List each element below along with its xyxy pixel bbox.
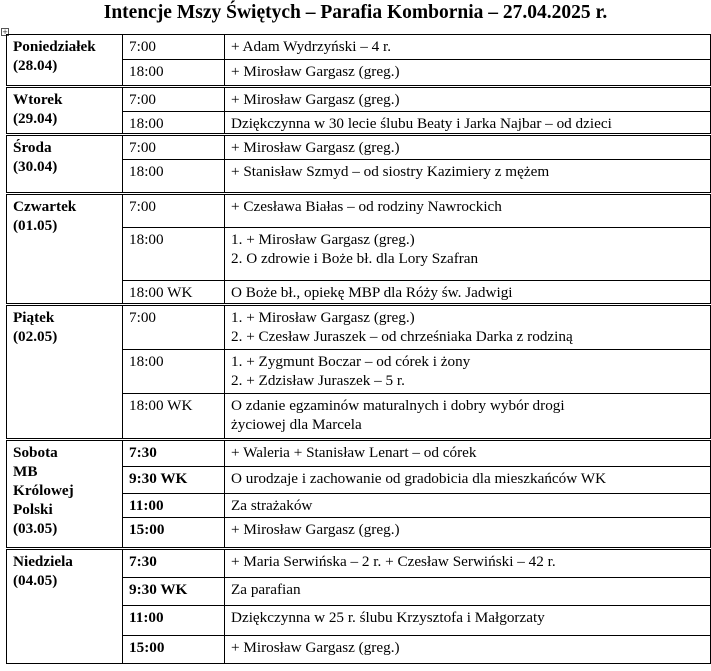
day-cell-monday — [7, 35, 123, 87]
mass-intention — [225, 440, 711, 467]
mass-time: 9:30 WK — [123, 578, 225, 606]
mass-intentions-table — [6, 34, 711, 664]
mass-intention — [225, 305, 711, 350]
day-date: (02.05) — [13, 328, 58, 345]
mass-time: 11:00 — [123, 606, 225, 636]
intention-line: 1. + Mirosław Gargasz (greg.) — [231, 231, 415, 248]
mass-time: 11:00 — [123, 494, 225, 518]
intention-line: + Mirosław Gargasz (greg.) — [231, 521, 400, 538]
day-cell-sunday — [7, 549, 123, 664]
intention-line: Dziękczynna w 25 r. ślubu Krzysztofa i Małgorzaty — [231, 609, 545, 626]
intention-line: + Mirosław Gargasz (greg.) — [231, 639, 400, 656]
intention-line: Za strażaków — [231, 497, 313, 514]
day-name: Królowej — [13, 482, 74, 499]
intention-line: + Stanisław Szmyd – od siostry Kazimiery z mężem — [231, 163, 550, 180]
mass-time: 7:00 — [123, 87, 225, 112]
mass-intention — [225, 112, 711, 135]
day-date: (29.04) — [13, 110, 58, 127]
day-cell-saturday — [7, 440, 123, 549]
mass-intention — [225, 518, 711, 549]
mass-time: 18:00 — [123, 60, 225, 87]
day-name: Czwartek — [13, 198, 77, 215]
day-name: Niedziela — [13, 553, 73, 570]
mass-time: 7:00 — [123, 35, 225, 60]
mass-intention — [225, 350, 711, 394]
mass-time: 7:30 — [123, 440, 225, 467]
day-name: Poniedziałek — [13, 38, 96, 55]
mass-time: 7:00 — [123, 135, 225, 160]
mass-time: 18:00 — [123, 228, 225, 281]
mass-time: 18:00 — [123, 160, 225, 194]
mass-intention — [225, 578, 711, 606]
mass-time: 7:30 — [123, 549, 225, 578]
intention-line: 1. + Mirosław Gargasz (greg.) — [231, 309, 415, 326]
mass-intention — [225, 228, 711, 281]
intention-line: + Mirosław Gargasz (greg.) — [231, 63, 400, 80]
mass-time: 7:00 — [123, 305, 225, 350]
day-date: (30.04) — [13, 158, 58, 175]
intention-line: życiowej dla Marcela — [231, 416, 362, 433]
mass-intention — [225, 135, 711, 160]
intention-line: 2. O zdrowie i Boże bł. dla Lory Szafran — [231, 250, 479, 267]
page-title: Intencje Mszy Świętych – Parafia Kombornia – 27.04.2025 r. — [103, 2, 608, 23]
day-cell-friday — [7, 305, 123, 440]
day-date: (28.04) — [13, 57, 58, 74]
intention-line: + Czesława Białas – od rodziny Nawrockich — [231, 198, 502, 215]
mass-intention — [225, 35, 711, 60]
mass-time: 15:00 — [123, 636, 225, 664]
mass-time: 18:00 — [123, 112, 225, 135]
mass-time: 7:00 — [123, 194, 225, 228]
mass-intention — [225, 467, 711, 494]
mass-intention — [225, 394, 711, 440]
intention-line: + Maria Serwińska – 2 r. + Czesław Serwiński – 42 r. — [231, 553, 556, 570]
mass-intention — [225, 606, 711, 636]
mass-intention — [225, 494, 711, 518]
mass-intention — [225, 549, 711, 578]
day-name: Wtorek — [13, 91, 63, 108]
day-cell-tuesday — [7, 87, 123, 135]
mass-intention — [225, 636, 711, 664]
day-date: (01.05) — [13, 217, 58, 234]
mass-intention — [225, 281, 711, 305]
day-cell-wednesday — [7, 135, 123, 194]
day-date: (04.05) — [13, 572, 58, 589]
intention-line: O zdanie egzaminów maturalnych i dobry wybór drogi — [231, 397, 565, 414]
mass-intention — [225, 194, 711, 228]
table-move-handle-icon[interactable]: + — [2, 28, 8, 36]
intention-line: 2. + Zdzisław Juraszek – 5 r. — [231, 372, 405, 389]
mass-intention — [225, 160, 711, 194]
intention-line: + Adam Wydrzyński – 4 r. — [231, 38, 392, 55]
intention-line: Dziękczynna w 30 lecie ślubu Beaty i Jarka Najbar – od dzieci — [231, 115, 612, 132]
intention-line: + Mirosław Gargasz (greg.) — [231, 91, 400, 108]
mass-time: 9:30 WK — [123, 467, 225, 494]
mass-time: 18:00 — [123, 350, 225, 394]
day-name: MB — [13, 463, 38, 480]
day-name: Piątek — [13, 309, 55, 326]
intention-line: O urodzaje i zachowanie od gradobicia dla mieszkańców WK — [231, 470, 607, 487]
intention-line: + Waleria + Stanisław Lenart – od córek — [231, 444, 477, 461]
intention-line: O Boże bł., opiekę MBP dla Róży św. Jadwigi — [231, 284, 513, 301]
intention-line: + Mirosław Gargasz (greg.) — [231, 139, 400, 156]
day-name: Polski — [13, 501, 53, 518]
mass-time: 18:00 WK — [123, 281, 225, 305]
mass-time: 15:00 — [123, 518, 225, 549]
mass-intention — [225, 60, 711, 87]
intention-line: Za parafian — [231, 581, 301, 598]
day-name: Sobota — [13, 444, 58, 461]
mass-time: 18:00 WK — [123, 394, 225, 440]
day-date: (03.05) — [13, 520, 58, 537]
mass-intention — [225, 87, 711, 112]
day-name: Środa — [13, 139, 52, 156]
intention-line: 2. + Czesław Juraszek – od chrześniaka Darka z rodziną — [231, 328, 573, 345]
day-cell-thursday — [7, 194, 123, 305]
intention-line: 1. + Zygmunt Boczar – od córek i żony — [231, 353, 471, 370]
